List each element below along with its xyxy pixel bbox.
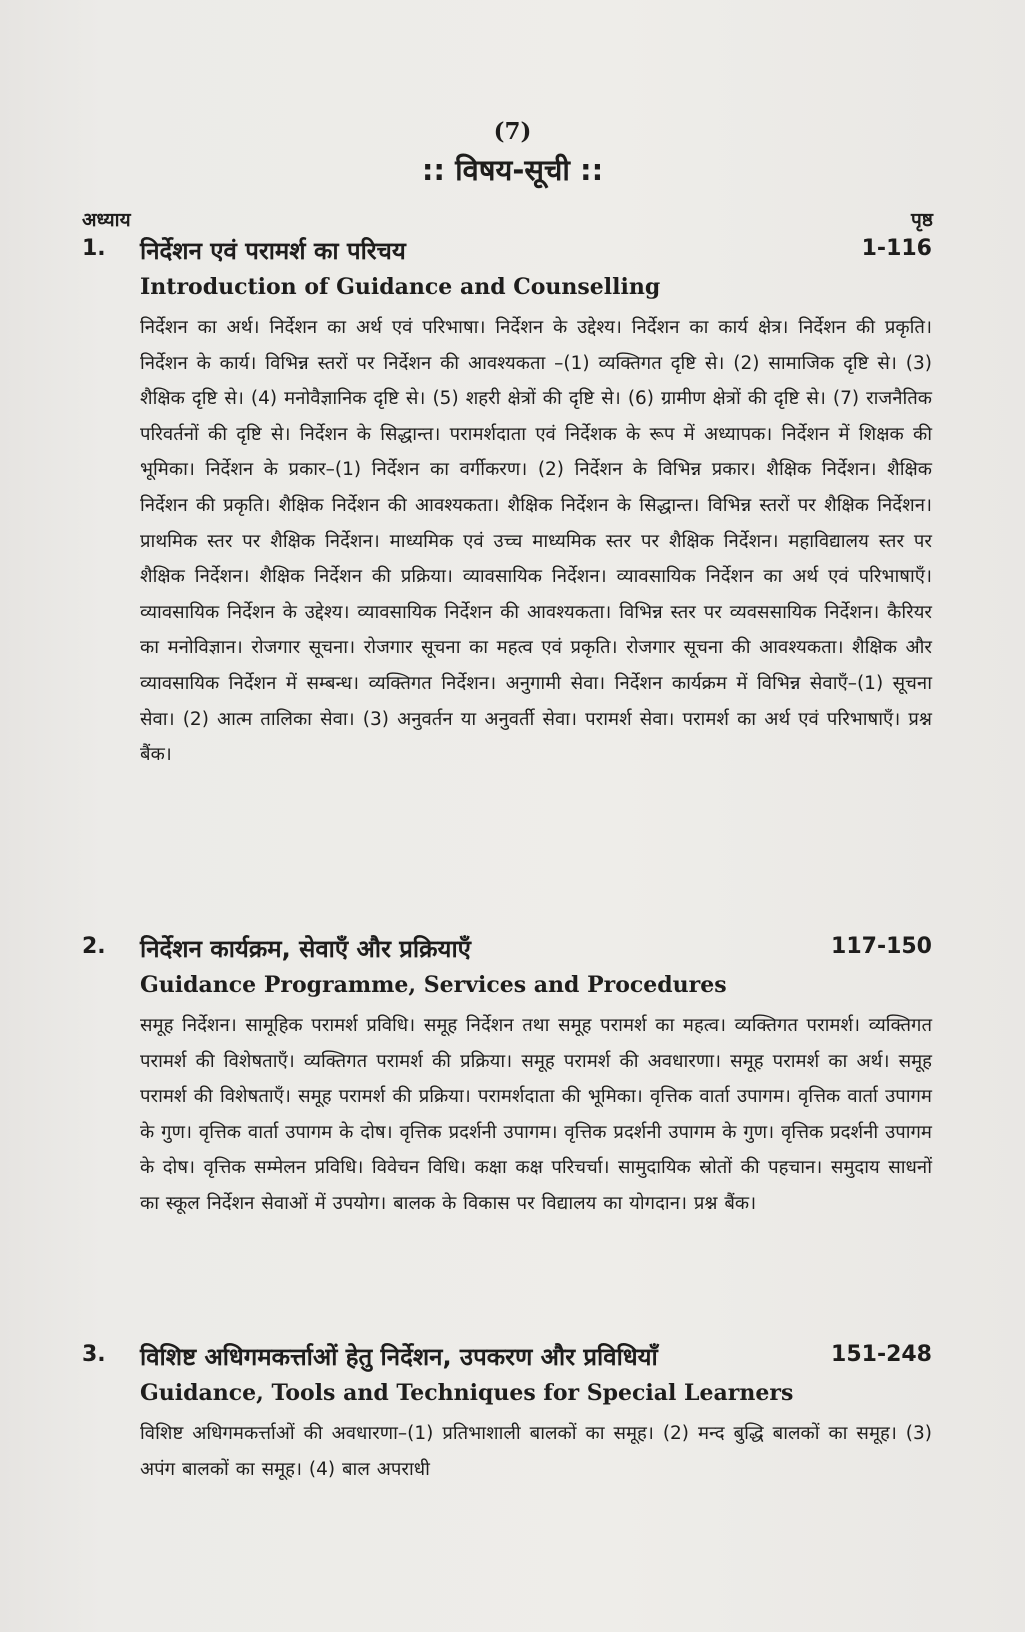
chapter-column-header: अध्याय xyxy=(82,209,131,231)
toc-entry-chapter-3 xyxy=(82,1340,932,1500)
toc-entry-chapter-2 xyxy=(82,932,932,1342)
chapter-topics: विशिष्ट अधिगमकर्त्ताओं की अवधारणा–(1) प्रतिभाशाली बालकों का समूह। (2) मन्द बुद्धि बालकों का समूह। (3) अपंग बालकों का समूह। (4) बाल अपराधी xyxy=(140,1423,932,1480)
chapter-title-hindi: विशिष्ट अधिगमकर्त्ताओं हेतु निर्देशन, उपकरण और प्रविधियाँ xyxy=(140,1343,658,1371)
chapter-topics: समूह निर्देशन। सामूहिक परामर्श प्रविधि। समूह निर्देशन तथा समूह परामर्श का महत्व। व्यक्तिगत परामर्श। व्यक्तिगत परामर्श की विशेषताएँ। व्यक्तिगत परामर्श की प्रक्रिया। समूह परामर्श की अवधारणा। समूह परामर्श का अर्थ। समूह परामर्श की विशेषताएँ। समूह परामर्श की प्रक्रिया। परामर्शदाता की भूमिका। वृत्तिक वार्ता उपागम। वृत्तिक वार्ता उपागम के गुण। वृत्तिक वार्ता उपागम के दोष। वृत्तिक प्रदर्शनी उपागम। वृत्तिक प्रदर्शनी उपागम के गुण। वृत्तिक प्रदर्शनी उपागम के दोष। वृत्तिक सम्मेलन प्रविधि। विवेचन विधि। कक्षा कक्ष परिचर्चा। सामुदायिक स्रोतों की पहचान। समुदाय साधनों का स्कूल निर्देशन सेवाओं में उपयोग। बालक के विकास पर विद्यालय का योगदान। प्रश्न बैंक। xyxy=(140,1015,932,1214)
toc-entry-chapter-1 xyxy=(82,234,932,934)
chapter-page-range: 1-116 xyxy=(861,236,932,261)
chapter-title-english: Guidance, Tools and Techniques for Special Learners xyxy=(140,1380,794,1406)
chapter-title-english: Introduction of Guidance and Counselling xyxy=(140,274,661,300)
chapter-title-hindi: निर्देशन कार्यक्रम, सेवाएँ और प्रक्रियाएँ xyxy=(140,935,471,963)
chapter-page-range: 151-248 xyxy=(831,1342,932,1367)
chapter-number: 2. xyxy=(82,934,106,959)
chapter-number: 3. xyxy=(82,1342,106,1367)
chapter-topics: निर्देशन का अर्थ। निर्देशन का अर्थ एवं परिभाषा। निर्देशन के उद्देश्य। निर्देशन का कार्य क्षेत्र। निर्देशन की प्रकृति। निर्देशन के कार्य। विभिन्न स्तरों पर निर्देशन की आवश्यकता –(1) व्यक्तिगत दृष्टि से। (2) सामाजिक दृष्टि से। (3) शैक्षिक दृष्टि से। (4) मनोवैज्ञानिक दृष्टि से। (5) शहरी क्षेत्रों की दृष्टि से। (6) ग्रामीण क्षेत्रों की दृष्टि से। (7) राजनैतिक परिवर्तनों की दृष्टि से। निर्देशन के सिद्धान्त। परामर्शदाता एवं निर्देशक के रूप में अध्यापक। निर्देशन में शिक्षक की भूमिका। निर्देशन के प्रकार–(1) निर्देशन का वर्गीकरण। (2) निर्देशन के विभिन्न प्रकार। शैक्षिक निर्देशन। शैक्षिक निर्देशन की प्रकृति। शैक्षिक निर्देशन की आवश्यकता। शैक्षिक निर्देशन के सिद्धान्त। विभिन्न स्तरों पर शैक्षिक निर्देशन। प्राथमिक स्तर पर शैक्षिक निर्देशन। माध्यमिक एवं उच्च माध्यमिक स्तर पर शैक्षिक निर्देशन। महाविद्यालय स्तर पर शैक्षिक निर्देशन। शैक्षिक निर्देशन की प्रक्रिया। व्यावसायिक निर्देशन। व्यावसायिक निर्देशन का अर्थ एवं परिभाषाएँ। व्यावसायिक निर्देशन के उद्देश्य। व्यावसायिक निर्देशन की आवश्यकता। विभिन्न स्तर पर व्यवससायिक निर्देशन। कैरियर का मनोविज्ञान। रोजगार सूचना। रोजगार सूचना का महत्व एवं प्रकृति। रोजगार सूचना की आवश्यकता। शैक्षिक और व्यावसायिक निर्देशन में सम्बन्ध। व्यक्तिगत निर्देशन। अनुगामी सेवा। निर्देशन कार्यक्रम में विभिन्न सेवाएँ–(1) सूचना सेवा। (2) आत्म तालिका सेवा। (3) अनुवर्तन या अनुवर्ती सेवा। परामर्श सेवा। परामर्श का अर्थ एवं परिभाषाएँ। प्रश्न बैंक। xyxy=(140,317,932,766)
chapter-title-hindi: निर्देशन एवं परामर्श का परिचय xyxy=(140,237,406,265)
chapter-title-english: Guidance Programme, Services and Procedures xyxy=(140,972,727,998)
page-column-header: पृष्ठ xyxy=(911,209,933,231)
page-title: :: विषय-सूची :: xyxy=(421,153,604,187)
chapter-number: 1. xyxy=(82,236,106,261)
chapter-page-range: 117-150 xyxy=(831,934,932,959)
page-number: (7) xyxy=(493,118,532,145)
